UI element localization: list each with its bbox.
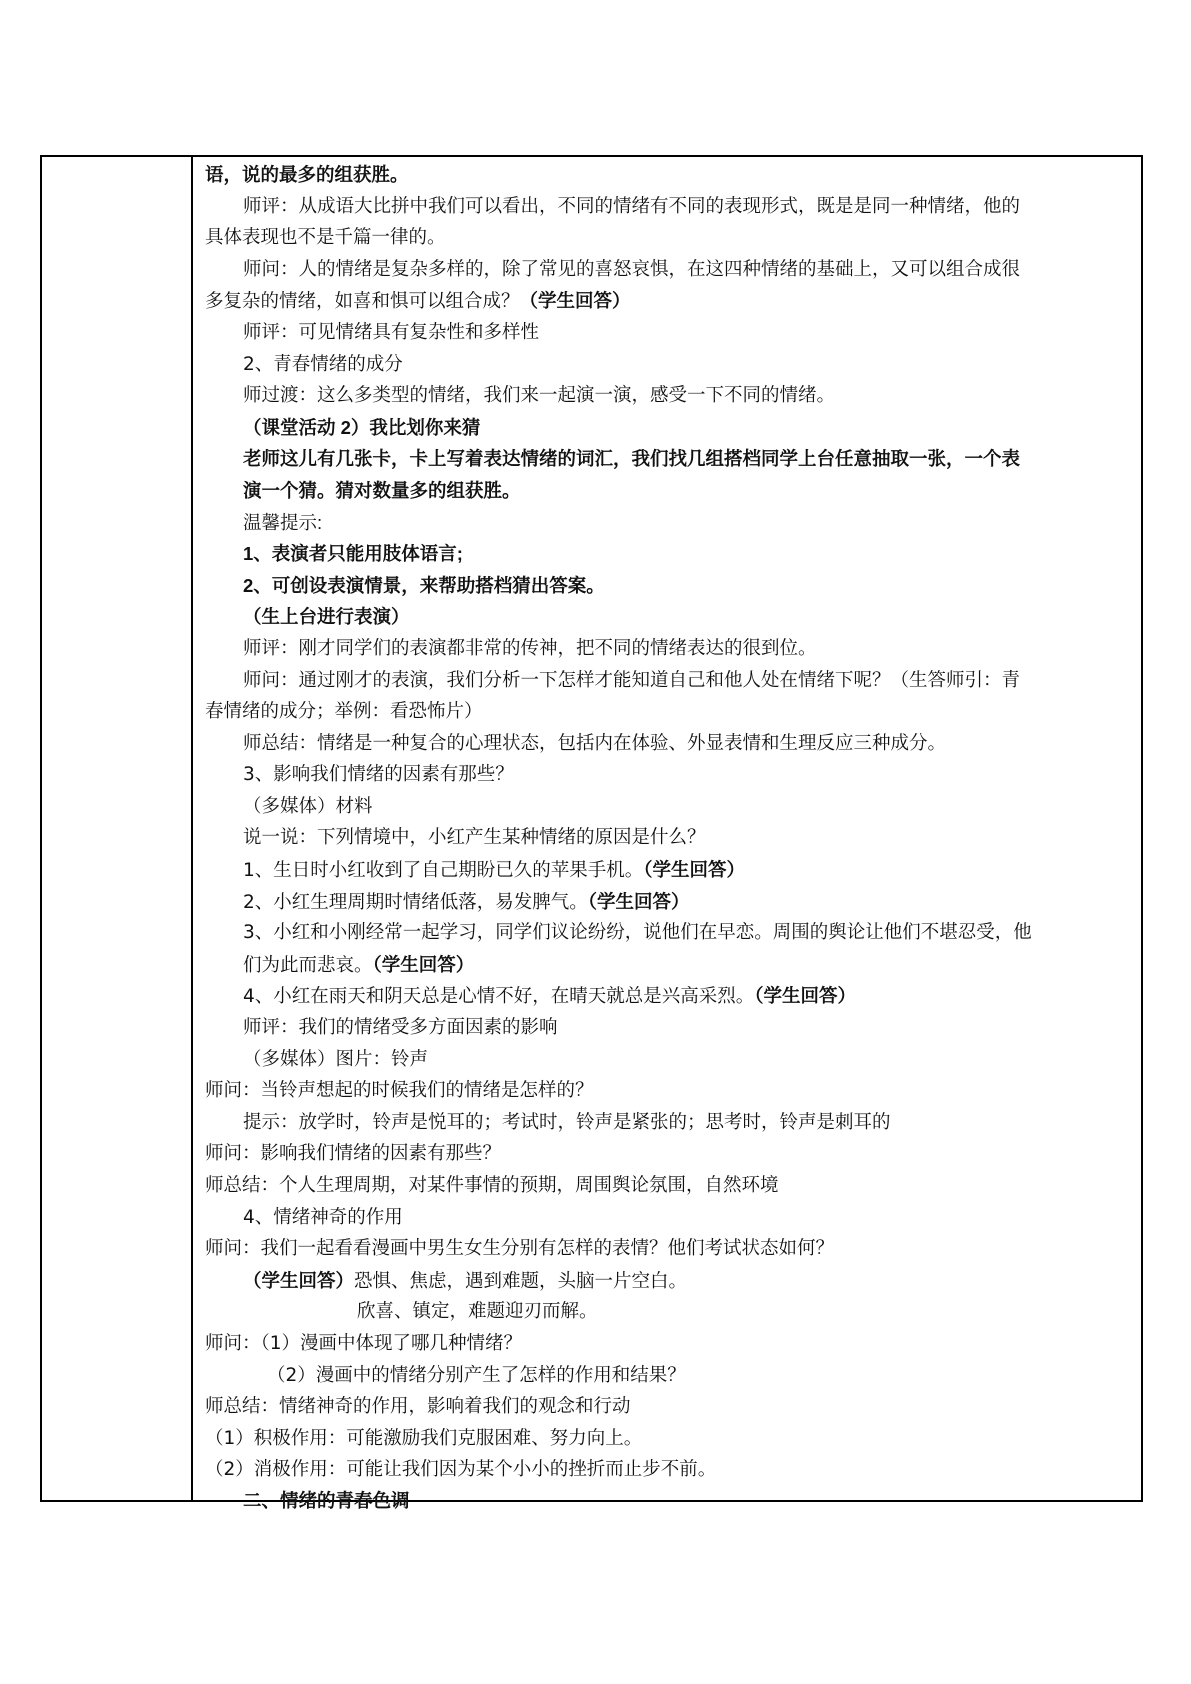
text-line: 春情绪的成分；举例：看恐怖片）	[205, 701, 483, 723]
text-line	[205, 980, 1129, 1012]
text-line: 师问：人的情绪是复杂多样的，除了常见的喜怒哀惧，在这四种情绪的基础上，又可以组合成很	[243, 258, 1021, 280]
lesson-table	[40, 155, 1143, 1512]
text-line: 温馨提示:	[243, 511, 323, 533]
left-column-cell	[42, 157, 193, 1500]
section-heading: 二、情绪的青春色调	[243, 1490, 410, 1512]
text-line: 师过渡：这么多类型的情绪，我们来一起演一演，感受一下不同的情绪。	[243, 385, 836, 407]
student-answer-note: （学生回答）	[519, 290, 631, 312]
text-line: 3、小红和小刚经常一起学习，同学们议论纷纷，说他们在早恋。周围的舆论让他们不堪忍受，他	[243, 922, 1032, 944]
text-line: 2、青春情绪的成分	[243, 353, 403, 375]
text-line	[205, 285, 1129, 317]
text-line: 师评：可见情绪具有复杂性和多样性	[243, 321, 540, 343]
text-line: 师总结：情绪神奇的作用，影响着我们的观念和行动	[205, 1396, 631, 1418]
text-line	[205, 886, 1129, 918]
lesson-content	[205, 159, 1129, 1518]
text-line: 师问：我们一起看看漫画中男生女生分别有怎样的表情？他们考试状态如何？	[205, 1238, 835, 1260]
text-line: 师问：当铃声想起的时候我们的情绪是怎样的？	[205, 1080, 594, 1102]
text-line: 师问：通过刚才的表演，我们分析一下怎样才能知道自己和他人处在情绪下呢？（生答师引：青	[243, 669, 1021, 691]
text-line	[205, 854, 1129, 886]
text-span: 1、生日时小红收到了自己期盼已久的苹果手机。	[243, 860, 644, 882]
text-span: 恐惧、焦虑，遇到难题，头脑一片空白。	[354, 1270, 688, 1292]
text-line	[205, 949, 1129, 981]
text-span: 们为此而悲哀。	[243, 954, 373, 976]
text-line: 具体表现也不是千篇一律的。	[205, 227, 446, 249]
right-column-cell	[195, 157, 1141, 1512]
text-span: 多复杂的情绪，如喜和惧可以组合成？	[205, 291, 520, 313]
text-line: 师评：从成语大比拼中我们可以看出，不同的情绪有不同的表现形式，既是是同一种情绪，他的	[243, 195, 1021, 217]
activity-heading: （课堂活动 2）我比划你来猜	[243, 416, 481, 438]
text-line: 语，说的最多的组获胜。	[205, 164, 409, 185]
text-line: （2）漫画中的情绪分别产生了怎样的作用和结果？	[267, 1364, 686, 1386]
text-line: 2、可创设表演情景，来帮助搭档猜出答案。	[243, 574, 605, 596]
text-line: 演一个猜。猜对数量多的组获胜。	[243, 479, 521, 501]
student-answer-note: （学生回答）	[754, 985, 857, 1007]
text-line: 说一说：下列情境中，小红产生某种情绪的原因是什么？	[243, 827, 706, 849]
text-line: （生上台进行表演）	[243, 606, 410, 628]
text-line: 1、表演者只能用肢体语言;	[243, 543, 463, 565]
text-line: （多媒体）图片：铃声	[243, 1048, 429, 1070]
text-line: 师总结：情绪是一种复合的心理状态，包括内在体验、外显表情和生理反应三种成分。	[243, 732, 947, 754]
text-line: 师问：（1）漫画中体现了哪几种情绪？	[205, 1332, 523, 1354]
text-line: 师评：我们的情绪受多方面因素的影响	[243, 1017, 558, 1039]
text-line: 老师这儿有几张卡，卡上写着表达情绪的词汇，我们找几组搭档同学上台任意抽取一张，一个表	[243, 448, 1021, 470]
text-line: 3、影响我们情绪的因素有那些？	[243, 764, 514, 786]
text-line: 师总结：个人生理周期，对某件事情的预期，周围舆论氛围，自然环境	[205, 1175, 779, 1196]
student-answer-note: （学生回答）	[372, 953, 475, 975]
student-answer-note: （学生回答）	[643, 859, 746, 881]
text-line: 师问：影响我们情绪的因素有那些？	[205, 1143, 502, 1165]
text-span: 2、小红生理周期时情绪低落，易发脾气。	[243, 891, 588, 913]
text-line: （2）消极作用：可能让我们因为某个小小的挫折而止步不前。	[205, 1459, 717, 1481]
text-span: 4、小红在雨天和阴天总是心情不好，在晴天就总是兴高采烈。	[243, 986, 755, 1008]
text-line: （1）积极作用：可能激励我们克服困难、努力向上。	[205, 1427, 643, 1449]
text-line: 4、情绪神奇的作用	[243, 1206, 403, 1228]
text-line: 师评：刚才同学们的表演都非常的传神，把不同的情绪表达的很到位。	[243, 637, 817, 659]
text-line	[205, 1265, 1129, 1297]
student-answer-note: （学生回答）	[243, 1269, 355, 1291]
text-line: 欣喜、镇定，难题迎刃而解。	[357, 1301, 598, 1323]
text-line: 提示：放学时，铃声是悦耳的；考试时，铃声是紧张的；思考时，铃声是刺耳的	[243, 1111, 891, 1133]
text-line: （多媒体）材料	[243, 795, 373, 817]
student-answer-note: （学生回答）	[587, 890, 690, 912]
